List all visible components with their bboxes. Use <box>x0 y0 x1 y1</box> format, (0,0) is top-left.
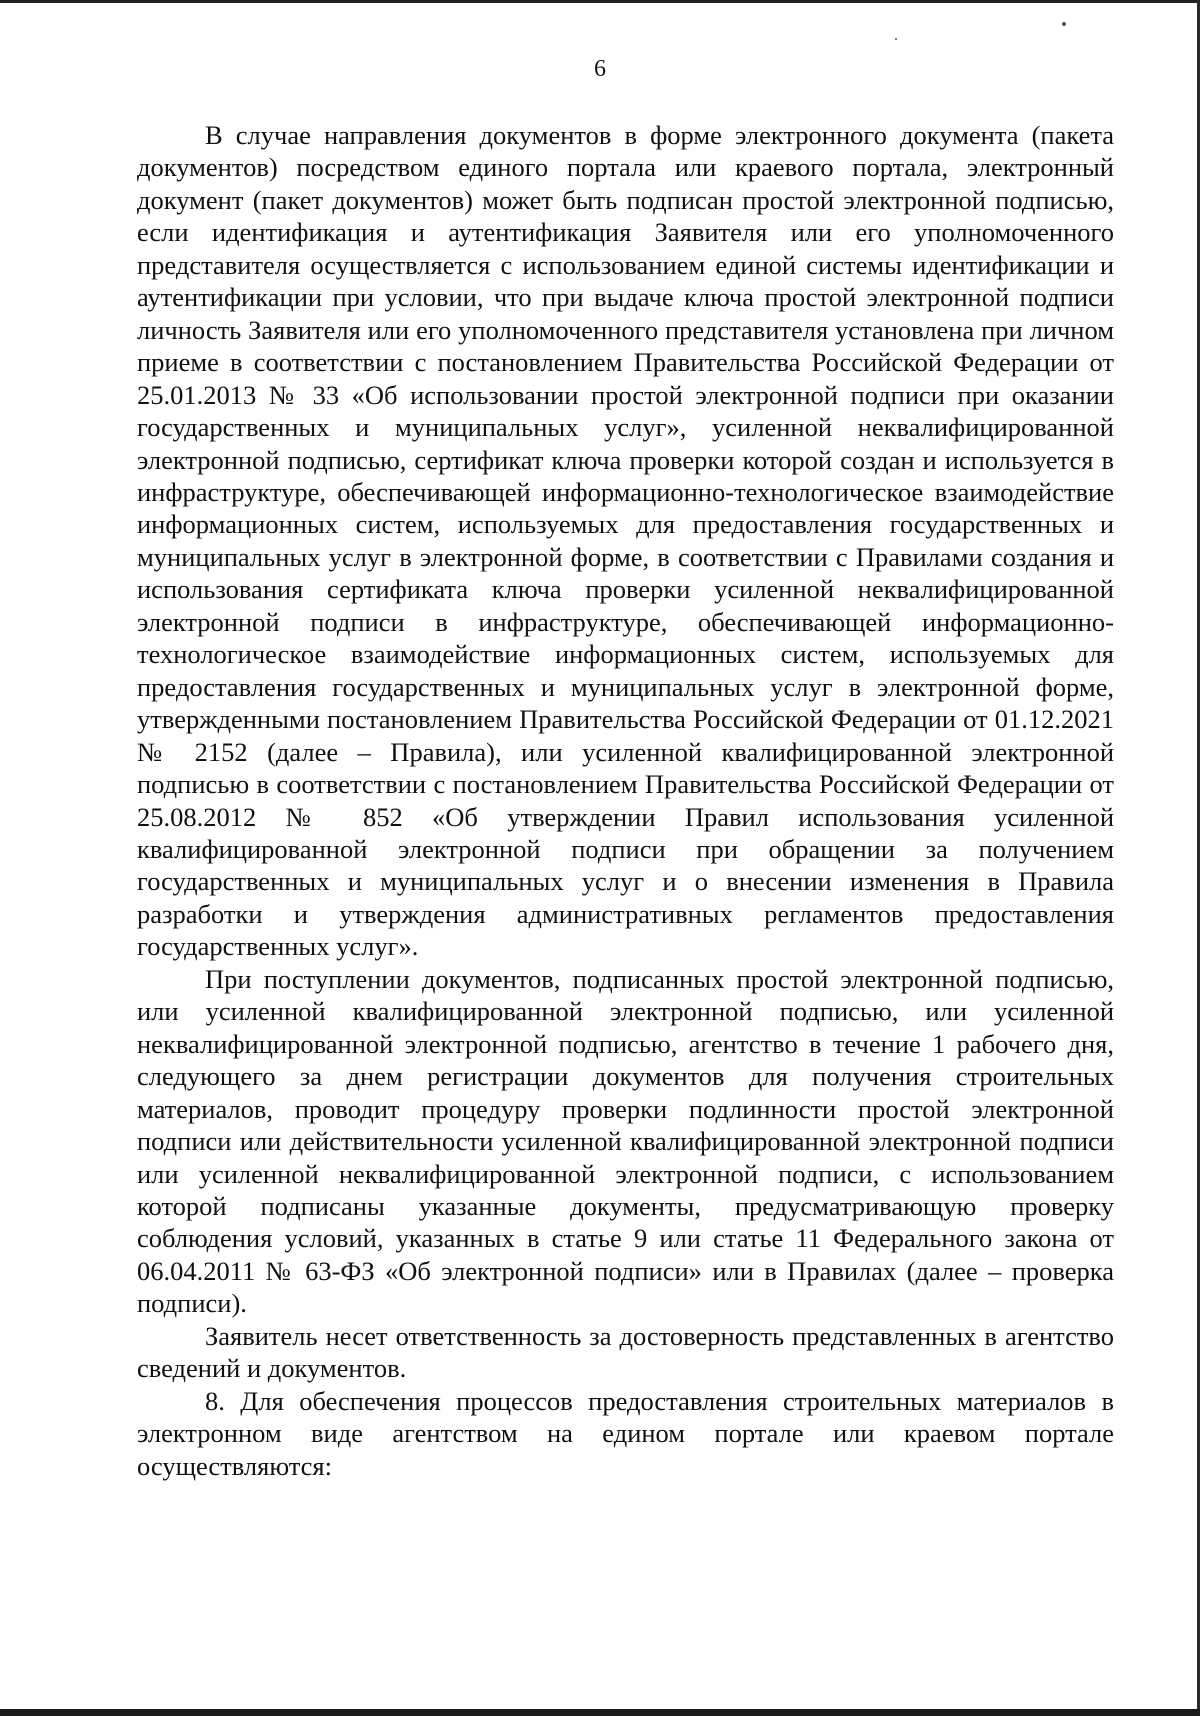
scan-speck <box>895 38 897 40</box>
page-number: 6 <box>594 56 606 82</box>
paragraph-item-8: 8. Для обеспечения процессов предоставления строительных материалов в электронном виде агентством на едином портале или краевом портале осуществляются: <box>137 1385 1114 1481</box>
scan-edge-top <box>0 0 1200 3</box>
paragraph-electronic-signature: В случае направления документов в форме электронного документа (пакета документов) посредством единого портала или краевого портала, электронный документ (пакет документов) может быть подписан простой электронной подписью, если идентификация и аутентификация Заявителя или его уполномоченного представителя осуществляется с использованием единой системы идентификации и аутентификации при условии, что при выдаче ключа простой электронной подписи личность Заявителя или его уполномоченного представителя установлена при личном приеме в соответствии с постановлением Правительства Российской Федерации от 25.01.2013 № 33 «Об использовании простой электронной подписи при оказании государственных и муниципальных услуг», усиленной неквалифицированной электронной подписью, сертификат ключа проверки которой создан и используется в инфраструктуре, обеспечивающей информационно-технологическое взаимодействие информационных систем, используемых для предоставления государственных и муниципальных услуг в электронной форме, в соответствии с Правилами создания и использования сертификата ключа проверки усиленной неквалифицированной электронной подписи в инфраструктуре, обеспечивающей информационно-технологическое взаимодействие информационных систем, используемых для предоставления государственных и муниципальных услуг в электронной форме, утвержденными постановлением Правительства Российской Федерации от 01.12.2021 № 2152 (далее – Правила), или усиленной квалифицированной электронной подписью в соответствии с постановлением Правительства Российской Федерации от 25.08.2012 № 852 «Об утверждении Правил использования усиленной квалифицированной электронной подписи при обращении за получением государственных и муниципальных услуг и о внесении изменения в Правила разработки и утверждения административных регламентов предоставления государственных услуг». <box>137 120 1114 962</box>
paragraph-signature-verification: При поступлении документов, подписанных простой электронной подписью, или усиленной квалифицированной электронной подписью, или усиленной неквалифицированной электронной подписью, агентство в течение 1 рабочего дня, следующего за днем регистрации документов для получения строительных материалов, проводит процедуру проверки подлинности простой электронной подписи или действительности усиленной квалифицированной электронной подписи или усиленной неквалифицированной электронной подписи, с использованием которой подписаны указанные документы, предусматривающую проверку соблюдения условий, указанных в статье 9 или статье 11 Федерального закона от 06.04.2011 № 63-ФЗ «Об электронной подписи» или в Правилах (далее – проверка подписи). <box>137 963 1114 1319</box>
paragraph-applicant-responsibility: Заявитель несет ответственность за достоверность представленных в агентство сведений и документов. <box>137 1320 1114 1384</box>
scan-speck <box>1062 22 1066 26</box>
scan-edge-bottom <box>0 1709 1200 1716</box>
document-body <box>137 119 1114 1482</box>
